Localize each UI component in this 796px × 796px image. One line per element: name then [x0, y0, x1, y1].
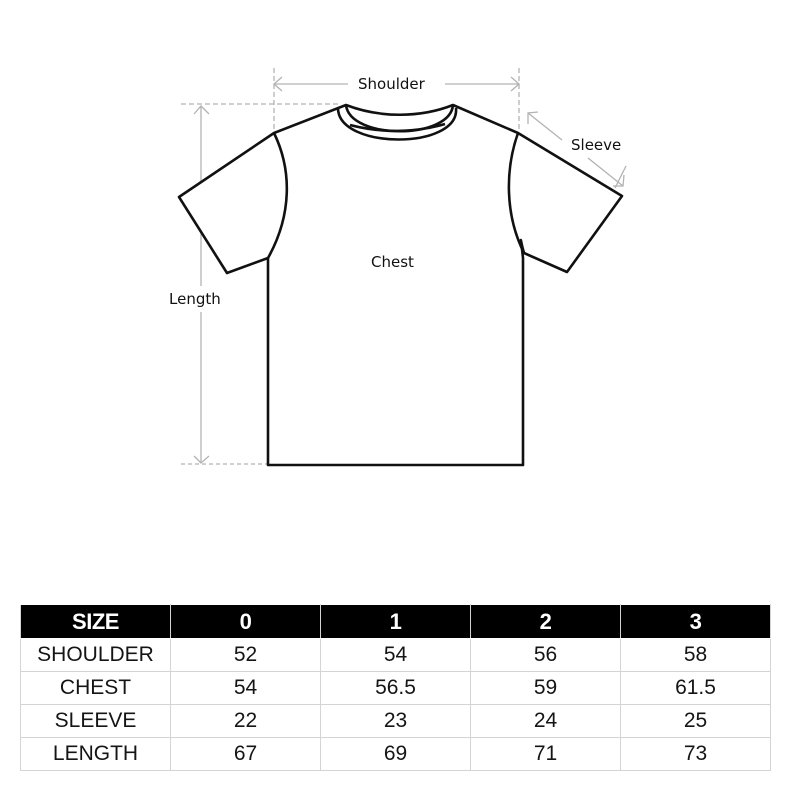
table-cell: 54 [321, 639, 471, 672]
size-chart-table [20, 604, 771, 771]
table-row-chest [21, 672, 771, 705]
sleeve-label: Sleeve [571, 136, 622, 154]
header-size-2: 2 [471, 605, 621, 639]
table-cell: 25 [621, 705, 771, 738]
table-row-sleeve [21, 705, 771, 738]
length-label: Length [169, 290, 221, 308]
row-label: SHOULDER [21, 639, 171, 672]
table-row-length [21, 738, 771, 771]
table-cell: 73 [621, 738, 771, 771]
table-header-row [21, 605, 771, 639]
row-label: CHEST [21, 672, 171, 705]
table-cell: 61.5 [621, 672, 771, 705]
table-cell: 54 [171, 672, 321, 705]
shoulder-label: Shoulder [358, 75, 425, 93]
table-row-shoulder [21, 639, 771, 672]
table-cell: 52 [171, 639, 321, 672]
table-cell: 23 [321, 705, 471, 738]
table-cell: 67 [171, 738, 321, 771]
table-cell: 56.5 [321, 672, 471, 705]
table-cell: 71 [471, 738, 621, 771]
header-size-0: 0 [171, 605, 321, 639]
header-size-3: 3 [621, 605, 771, 639]
header-size: SIZE [21, 605, 171, 639]
row-label: LENGTH [21, 738, 171, 771]
table-cell: 56 [471, 639, 621, 672]
table-cell: 22 [171, 705, 321, 738]
chest-label: Chest [371, 253, 414, 271]
header-size-1: 1 [321, 605, 471, 639]
table-cell: 24 [471, 705, 621, 738]
table-cell: 69 [321, 738, 471, 771]
row-label: SLEEVE [21, 705, 171, 738]
table-cell: 59 [471, 672, 621, 705]
table-cell: 58 [621, 639, 771, 672]
